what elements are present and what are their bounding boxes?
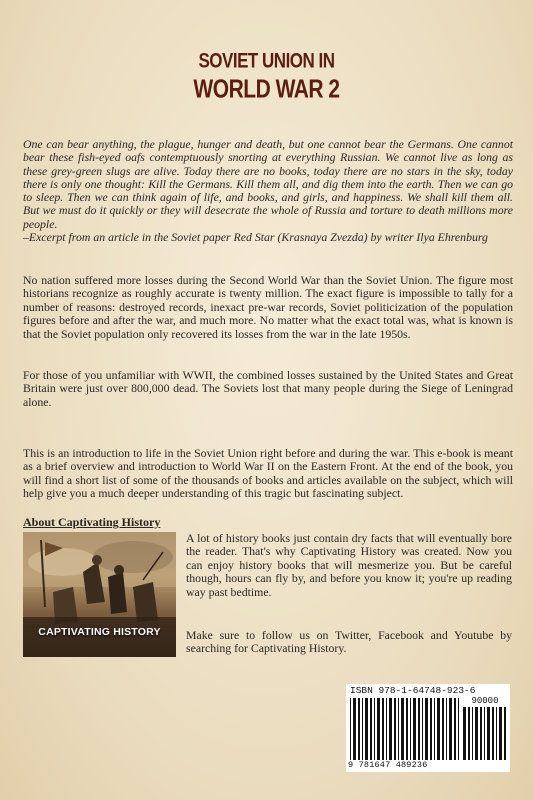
quote-text: One can bear anything, the plague, hunger and death, but one cannot bear the Germans. One cannot bear these fish-eyed oafs contemptuously snorting at everything Russian. We cannot live as long as these grey-green slugs are alive. Today there are no books, today there are no stars in the sky, today there is only one thought: Kill the Germans. Kill them all, and dig them into the earth. Then we can go to sleep. Then we can think again of life, and books, and girls, and happiness. We shall kill them all. But we must do it quickly or they will desecrate the whole of Russia and torture to death millions more people.	[23, 137, 513, 231]
logo-text: CAPTIVATING HISTORY	[38, 626, 161, 638]
about-heading: About Captivating History	[23, 515, 161, 529]
isbn-barcode	[346, 684, 510, 772]
title-line-2: WORLD WAR 2	[193, 75, 340, 104]
isbn-label: ISBN 978-1-64748-923-6	[350, 685, 476, 696]
about-paragraph-2: Make sure to follow us on Twitter, Facebook and Youtube by searching for Captivating History.	[186, 628, 512, 656]
captivating-history-logo-painting	[23, 532, 176, 657]
about-paragraph-1: A lot of history books just contain dry facts that will eventually bore the reader. That's why Captivating History was created. Now you can enjoy history books that will mesmerize you. But be careful though, hours can fly by, and before you know it; you're up reading way past bedtime.	[186, 531, 512, 599]
barcode-number: 9 781647 489236	[348, 760, 428, 770]
addon-number: 90000	[471, 696, 499, 706]
quote-attribution: –Excerpt from an article in the Soviet paper Red Star (Krasnaya Zvezda) by writer Ilya Ehrenburg	[23, 230, 488, 245]
body-paragraph-1: No nation suffered more losses during the Second World War than the Soviet Union. The figure most historians recognize as roughly accurate is twenty million. The exact figure is impossible to tally for a number of reasons: destroyed records, inexact pre-war records, Soviet politicization of the population figures before and after the war, and much more. No matter what the exact total was, what is known is that the Soviet population only recovered its losses from the war in the late 1950s.	[23, 273, 513, 341]
addon-barcode-bars	[463, 707, 507, 760]
ean-barcode-bars	[350, 698, 460, 760]
body-paragraph-2: For those of you unfamiliar with WWII, the combined losses sustained by the United States and Great Britain were just over 800,000 dead. The Soviets lost that many people during the Siege of Leningrad alone.	[23, 368, 513, 409]
battle-painting-image	[23, 532, 176, 657]
epigraph-quote	[23, 138, 513, 244]
body-paragraph-3: This is an introduction to life in the Soviet Union right before and during the war. This e-book is meant as a brief overview and introduction to World War II on the Eastern Front. At the end of the book, you will find a short list of some of the thousands of books and articles available on the subject, which will help give you a much deeper understanding of this tragic but fascinating subject.	[23, 446, 513, 501]
title-line-1: SOVIET UNION IN	[198, 48, 335, 73]
